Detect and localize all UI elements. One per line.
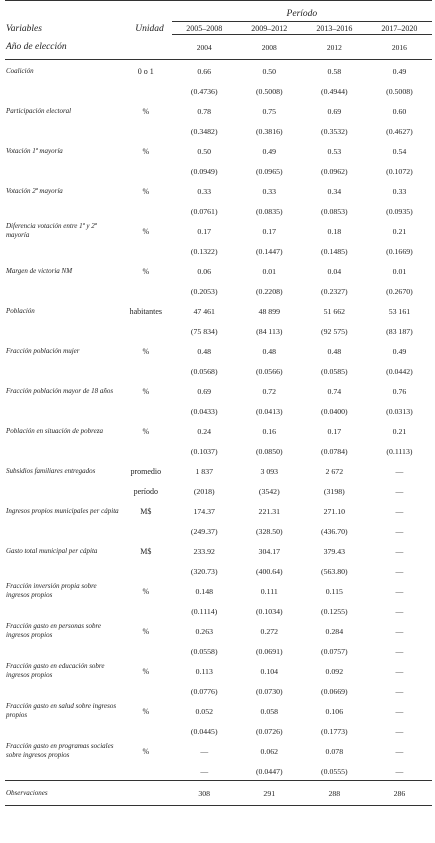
std-dev-value: (0.0935) (386, 206, 413, 216)
year-cell: 2012 (302, 35, 367, 60)
year-cell: 2004 (172, 35, 237, 60)
table-row (5, 500, 432, 522)
std-dev-value: (84 113) (256, 326, 283, 336)
mean-value: 0.49 (392, 346, 407, 356)
period-label: 2013–2016 (302, 22, 367, 35)
mean-value: 0.078 (325, 746, 344, 756)
election-year-row (5, 35, 432, 60)
empty-cell (5, 362, 120, 380)
empty-cell (120, 35, 172, 60)
unit-cell: % (142, 186, 150, 196)
unit-cell (120, 722, 172, 740)
variable-name: Fracción población mayor de 18 años (6, 386, 114, 395)
mean-value: 0.53 (327, 146, 342, 156)
std-dev-value: — (395, 606, 404, 616)
mean-value: 0.21 (392, 226, 407, 236)
descriptive-statistics-table (5, 0, 432, 806)
variable-name: Fracción gasto en educación sobre ingresos propios (6, 662, 105, 679)
std-dev-value: (0.0730) (255, 686, 283, 696)
mean-value: 0.74 (327, 386, 342, 396)
variable-name: Ingresos propios municipales per cápita (6, 506, 119, 515)
unit-cell (120, 522, 172, 540)
mean-value: 304.17 (258, 546, 280, 556)
variable-name: Fracción inversión propia sobre ingresos propios (6, 582, 97, 599)
variable-name: Participación electoral (6, 106, 72, 115)
unit-cell (120, 562, 172, 580)
std-dev-value: — (395, 526, 404, 536)
mean-value: 51 662 (323, 306, 346, 316)
empty-cell (5, 482, 120, 500)
std-dev-value: (0.0555) (321, 766, 348, 776)
table-row-sd (5, 362, 432, 380)
unit-cell: % (142, 266, 150, 276)
empty-cell (5, 202, 120, 220)
empty-cell (5, 322, 120, 340)
unit-cell: % (142, 386, 150, 396)
std-dev-value: (2018) (193, 486, 215, 496)
table-row-sd (5, 122, 432, 140)
mean-value: 0.01 (262, 266, 277, 276)
mean-value: 47 461 (193, 306, 215, 316)
mean-value: — (395, 706, 404, 716)
variable-name: Fracción gasto en programas sociales sobre ingresos propios (6, 742, 114, 759)
mean-value: 0.01 (392, 266, 407, 276)
mean-value: 53 161 (388, 306, 411, 316)
table-row-sd (5, 82, 432, 100)
header-row (5, 1, 432, 22)
table-row-sd (5, 682, 432, 700)
mean-value: 3 093 (260, 466, 279, 476)
variable-name: Diferencia votación entre 1ª y 2ª mayoría (6, 222, 97, 239)
std-dev-value: (0.0850) (255, 446, 283, 456)
mean-value: 0.75 (262, 106, 277, 116)
mean-value: 0.284 (325, 626, 344, 636)
mean-value: 0.052 (195, 706, 213, 716)
mean-value: 0.49 (262, 146, 277, 156)
unit-cell: % (142, 666, 150, 676)
std-dev-value: (83 187) (386, 326, 413, 336)
std-dev-value: (0.1114) (191, 606, 218, 616)
std-dev-value: (0.0757) (321, 646, 348, 656)
mean-value: 0.04 (327, 266, 342, 276)
observations-label: Observaciones (5, 781, 120, 806)
std-dev-value: (0.0761) (190, 206, 218, 216)
unit-cell (120, 682, 172, 700)
std-dev-value: (0.0558) (190, 646, 218, 656)
table-row (5, 380, 432, 402)
period-label: 2005–2008 (172, 22, 237, 35)
table-row-sd (5, 562, 432, 580)
mean-value: 0.78 (197, 106, 212, 116)
table-row (5, 180, 432, 202)
empty-cell (120, 781, 172, 806)
table-row-sd (5, 242, 432, 260)
empty-cell (5, 602, 120, 620)
mean-value: 174.37 (193, 506, 215, 516)
std-dev-value: (436.70) (321, 526, 348, 536)
unit-cell: % (142, 626, 150, 636)
std-dev-value: (0.0726) (255, 726, 283, 736)
unit-cell (120, 322, 172, 340)
mean-value: — (395, 746, 404, 756)
std-dev-value: (0.0313) (386, 406, 413, 416)
unit-cell: M$ (140, 546, 152, 556)
mean-value: 0.17 (262, 226, 277, 236)
mean-value: 0.54 (392, 146, 407, 156)
table-row (5, 620, 432, 642)
mean-value: 0.48 (327, 346, 342, 356)
std-dev-value: — (395, 486, 404, 496)
observation-count: 286 (367, 781, 432, 806)
unit-cell: % (142, 226, 150, 236)
table-row-sd (5, 162, 432, 180)
mean-value: 0.24 (197, 426, 212, 436)
variable-name: Subsidios familiares entregados (6, 466, 96, 475)
std-dev-value: (0.0585) (321, 366, 348, 376)
std-dev-value: — (395, 726, 404, 736)
table-row-sd (5, 202, 432, 220)
unit-cell: habitantes (129, 306, 162, 316)
mean-value: 0.76 (392, 386, 407, 396)
mean-value: 0.60 (392, 106, 407, 116)
observation-count: 288 (302, 781, 367, 806)
unit-cell (120, 442, 172, 460)
table-row-sd (5, 322, 432, 340)
unit-cell (120, 122, 172, 140)
mean-value: 0.69 (197, 386, 212, 396)
variable-name: Población en situación de pobreza (6, 426, 103, 435)
mean-value: 0.16 (262, 426, 277, 436)
unit-cell: % (142, 426, 150, 436)
unit-cell: M$ (140, 506, 152, 516)
mean-value: 0.21 (392, 426, 407, 436)
mean-value: 221.31 (258, 506, 280, 516)
std-dev-value: (0.2208) (255, 286, 283, 296)
mean-value: 48 899 (258, 306, 280, 316)
table-row (5, 260, 432, 282)
unit-cell (120, 202, 172, 220)
unit-cell (120, 282, 172, 300)
unit-cell (120, 602, 172, 620)
period-header: Período (172, 1, 432, 22)
std-dev-value: (0.4944) (321, 86, 348, 96)
mean-value: 0.58 (327, 66, 342, 76)
mean-value: 0.33 (262, 186, 277, 196)
table-row (5, 740, 432, 762)
std-dev-value: (0.0949) (190, 166, 218, 176)
std-dev-value: (0.2053) (190, 286, 218, 296)
empty-cell (5, 402, 120, 420)
std-dev-value: (0.1485) (321, 246, 348, 256)
mean-value: 1 837 (195, 466, 213, 476)
mean-value: 233.92 (193, 546, 215, 556)
mean-value: 0.272 (260, 626, 279, 636)
table-row (5, 340, 432, 362)
unit-cell (120, 242, 172, 260)
year-cell: 2016 (367, 35, 432, 60)
std-dev-value: (0.1322) (190, 246, 218, 256)
std-dev-value: (0.2670) (386, 286, 413, 296)
variable-name: Fracción población mujer (6, 346, 80, 355)
period-label: 2017–2020 (367, 22, 432, 35)
std-dev-value: (0.1255) (321, 606, 348, 616)
mean-value: 0.148 (195, 586, 213, 596)
std-dev-value: (0.5008) (386, 86, 413, 96)
unit-cell: % (142, 746, 150, 756)
std-dev-value: (0.1447) (255, 246, 283, 256)
unit-cell (120, 362, 172, 380)
variable-name: Fracción gasto en salud sobre ingresos propios (6, 702, 117, 719)
std-dev-value: (400.64) (255, 566, 283, 576)
unit-cell: período (133, 486, 158, 496)
std-dev-value: (0.3532) (321, 126, 348, 136)
mean-value: — (395, 626, 404, 636)
variable-name: Población (6, 306, 35, 315)
year-cell: 2008 (237, 35, 302, 60)
table-row (5, 420, 432, 442)
mean-value: 0.69 (327, 106, 342, 116)
unit-cell: promedio (130, 466, 162, 476)
mean-value: 0.092 (325, 666, 344, 676)
table-row-sd (5, 722, 432, 740)
std-dev-value: (0.1037) (190, 446, 218, 456)
unit-cell (120, 402, 172, 420)
empty-cell (5, 762, 120, 781)
table-row-sd (5, 602, 432, 620)
std-dev-value: (75 834) (190, 326, 218, 336)
mean-value: 0.111 (260, 586, 278, 596)
table-row-sd (5, 482, 432, 500)
mean-value: — (395, 466, 404, 476)
table-row-sd (5, 762, 432, 781)
mean-value: 0.062 (260, 746, 279, 756)
mean-value: 0.66 (197, 66, 212, 76)
observation-count: 308 (172, 781, 237, 806)
empty-cell (5, 442, 120, 460)
table-row (5, 140, 432, 162)
unit-cell: % (142, 346, 150, 356)
std-dev-value: (0.1113) (386, 446, 413, 456)
empty-cell (5, 522, 120, 540)
std-dev-value: — (395, 766, 404, 776)
mean-value: 0.33 (392, 186, 407, 196)
empty-cell (5, 722, 120, 740)
mean-value: 0.33 (197, 186, 212, 196)
table-row-sd (5, 642, 432, 660)
unit-cell (120, 642, 172, 660)
election-year-label: Año de elección (5, 35, 120, 60)
std-dev-value: (0.0447) (255, 766, 283, 776)
mean-value: 0.263 (195, 626, 213, 636)
std-dev-value: (3542) (258, 486, 280, 496)
table-row-sd (5, 282, 432, 300)
std-dev-value: (0.5008) (255, 86, 283, 96)
std-dev-value: (0.0835) (255, 206, 283, 216)
std-dev-value: (0.0691) (255, 646, 283, 656)
mean-value: — (395, 666, 404, 676)
mean-value: 0.48 (262, 346, 277, 356)
std-dev-value: (0.4627) (386, 126, 413, 136)
std-dev-value: (0.0413) (255, 406, 283, 416)
unit-cell: 0 o 1 (137, 66, 154, 76)
mean-value: 0.48 (197, 346, 212, 356)
std-dev-value: (92 575) (321, 326, 348, 336)
variable-name: Gasto total municipal per cápita (6, 546, 98, 555)
unit-cell (120, 162, 172, 180)
std-dev-value: — (395, 646, 404, 656)
observation-count: 291 (237, 781, 302, 806)
variable-name: Margen de victoria NM (6, 266, 73, 275)
unit-cell: % (142, 146, 150, 156)
std-dev-value: (0.0568) (190, 366, 218, 376)
std-dev-value: (0.3816) (255, 126, 283, 136)
table-row-sd (5, 522, 432, 540)
mean-value: 0.06 (197, 266, 212, 276)
table-row (5, 60, 432, 83)
mean-value: 0.17 (327, 426, 342, 436)
std-dev-value: (328.50) (255, 526, 283, 536)
unit-cell: % (142, 706, 150, 716)
table-row-sd (5, 402, 432, 420)
mean-value: 0.17 (197, 226, 212, 236)
mean-value: 0.49 (392, 66, 407, 76)
table-row (5, 660, 432, 682)
mean-value: — (395, 506, 404, 516)
std-dev-value: (0.1072) (386, 166, 413, 176)
mean-value: — (395, 586, 404, 596)
table-row (5, 540, 432, 562)
variable-name: Votación 1ª mayoría (6, 146, 63, 155)
empty-cell (5, 642, 120, 660)
mean-value: — (395, 546, 404, 556)
variable-name: Fracción gasto en personas sobre ingresos propios (6, 622, 102, 639)
std-dev-value: (0.1773) (321, 726, 348, 736)
mean-value: 2 672 (325, 466, 344, 476)
mean-value: 271.10 (323, 506, 346, 516)
empty-cell (5, 242, 120, 260)
table-row (5, 100, 432, 122)
table-row (5, 460, 432, 482)
mean-value: 0.106 (325, 706, 344, 716)
observations-row (5, 781, 432, 806)
mean-value: 0.058 (260, 706, 279, 716)
std-dev-value: — (395, 566, 404, 576)
std-dev-value: (0.0853) (321, 206, 348, 216)
mean-value: 0.34 (327, 186, 342, 196)
empty-cell (5, 682, 120, 700)
mean-value: 0.104 (260, 666, 279, 676)
std-dev-value: (0.0442) (386, 366, 413, 376)
empty-cell (5, 122, 120, 140)
variable-name: Coalición (6, 66, 34, 75)
std-dev-value: (249.37) (190, 526, 218, 536)
table-row (5, 580, 432, 602)
mean-value: 0.50 (262, 66, 277, 76)
table-row (5, 300, 432, 322)
std-dev-value: (0.0965) (255, 166, 283, 176)
std-dev-value: (3198) (323, 486, 345, 496)
period-label: 2009–2012 (237, 22, 302, 35)
std-dev-value: (0.0776) (190, 686, 218, 696)
mean-value: 0.113 (195, 666, 213, 676)
std-dev-value: — (395, 686, 404, 696)
variable-name: Votación 2ª mayoría (6, 186, 63, 195)
std-dev-value: (0.3482) (190, 126, 218, 136)
std-dev-value: (0.0566) (255, 366, 283, 376)
unit-header: Unidad (120, 1, 172, 35)
std-dev-value: (0.0784) (321, 446, 348, 456)
mean-value: 0.72 (262, 386, 277, 396)
std-dev-value: (0.0433) (190, 406, 218, 416)
std-dev-value: (0.0669) (321, 686, 348, 696)
mean-value: — (200, 746, 209, 756)
std-dev-value: (0.1034) (255, 606, 283, 616)
std-dev-value: (0.0445) (190, 726, 218, 736)
std-dev-value: (563.80) (321, 566, 348, 576)
mean-value: 0.50 (197, 146, 212, 156)
std-dev-value: (0.0400) (321, 406, 348, 416)
std-dev-value: (320.73) (190, 566, 218, 576)
empty-cell (5, 282, 120, 300)
table-row-sd (5, 442, 432, 460)
mean-value: 379.43 (323, 546, 346, 556)
variables-header: Variables (5, 1, 120, 35)
table-row (5, 220, 432, 242)
unit-cell: % (142, 586, 150, 596)
empty-cell (5, 82, 120, 100)
empty-cell (5, 562, 120, 580)
mean-value: 0.18 (327, 226, 342, 236)
unit-cell (120, 82, 172, 100)
std-dev-value: (0.1669) (386, 246, 413, 256)
unit-cell: % (142, 106, 150, 116)
table-row (5, 700, 432, 722)
std-dev-value: — (200, 766, 209, 776)
mean-value: 0.115 (325, 586, 343, 596)
unit-cell (120, 762, 172, 781)
std-dev-value: (0.2327) (321, 286, 348, 296)
std-dev-value: (0.4736) (190, 86, 218, 96)
std-dev-value: (0.0962) (321, 166, 348, 176)
empty-cell (5, 162, 120, 180)
